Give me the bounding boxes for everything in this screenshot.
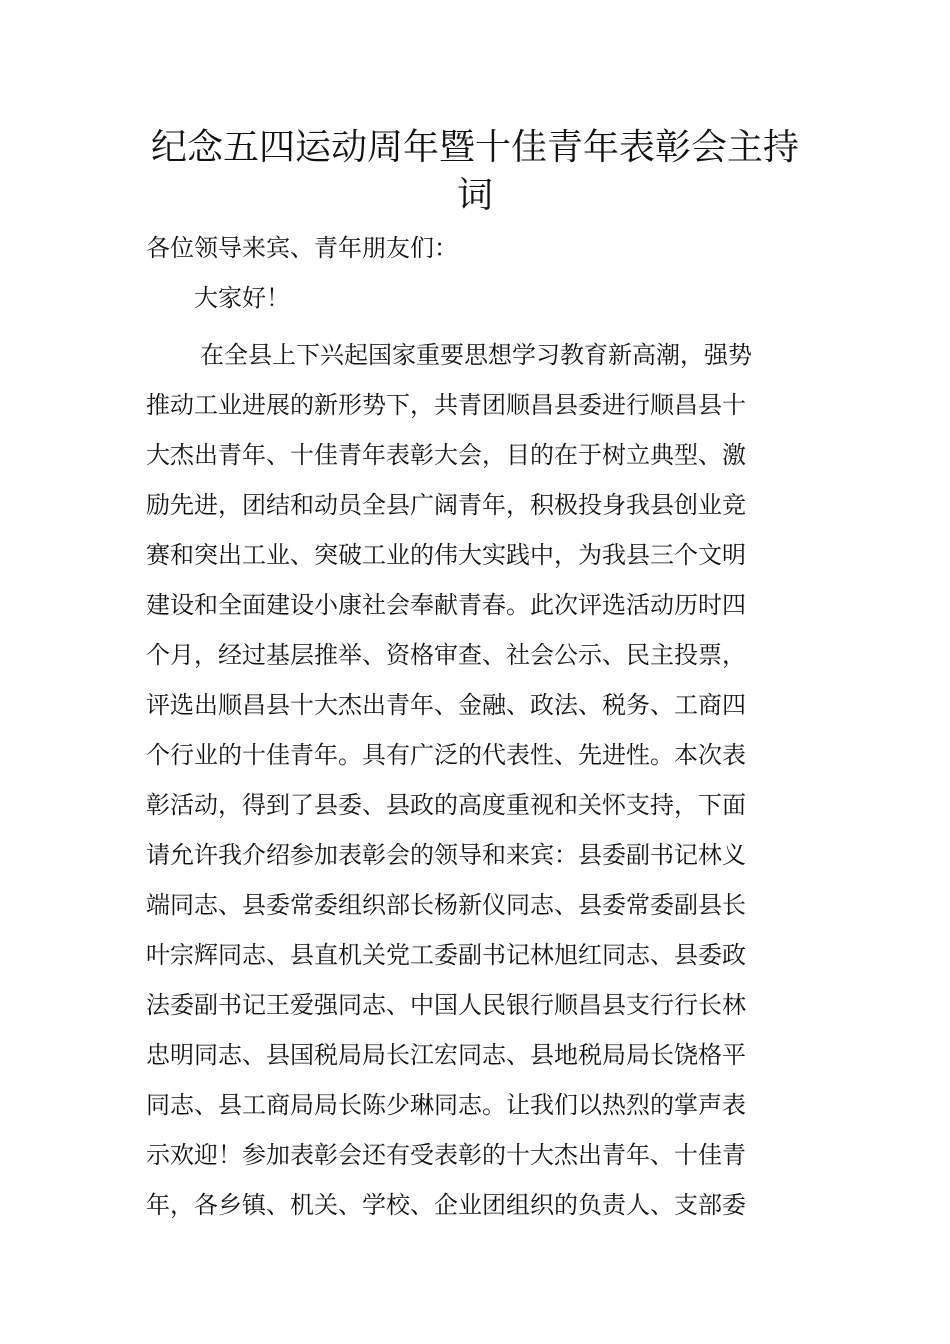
document-title [140, 124, 810, 220]
body-line-16: 同志、县工商局局长陈少琳同志。让我们以热烈的掌声表 [146, 1091, 746, 1119]
body-line-5: 赛和突出工业、突破工业的伟大实践中，为我县三个文明 [146, 541, 746, 569]
body-line-3: 大杰出青年、十佳青年表彰大会，目的在于树立典型、激 [146, 441, 746, 469]
body-line-6: 建设和全面建设小康社会奉献青春。此次评选活动历时四 [146, 591, 746, 619]
greeting: 大家好！ [194, 284, 290, 312]
title-line-1: 纪念五四运动周年暨十佳青年表彰会主持 [150, 127, 799, 168]
body-line-10: 彰活动，得到了县委、县政的高度重视和关怀支持，下面 [146, 791, 746, 819]
body-line-17: 示欢迎！参加表彰会还有受表彰的十大杰出青年、十佳青 [146, 1141, 746, 1169]
body-line-4: 励先进，团结和动员全县广阔青年，积极投身我县创业竞 [146, 491, 746, 519]
body-line-8: 评选出顺昌县十大杰出青年、金融、政法、税务、工商四 [146, 691, 746, 719]
body-line-2: 推动工业进展的新形势下，共青团顺昌县委进行顺昌县十 [146, 391, 746, 419]
salutation: 各位领导来宾、青年朋友们： [146, 234, 458, 262]
body-line-18: 年，各乡镇、机关、学校、企业团组织的负责人、支部委 [146, 1191, 746, 1219]
body-paragraph [146, 330, 806, 1230]
body-line-14: 法委副书记王爱强同志、中国人民银行顺昌县支行行长林 [146, 991, 746, 1019]
title-line-2: 词 [456, 175, 493, 216]
body-line-9: 个行业的十佳青年。具有广泛的代表性、先进性。本次表 [146, 741, 746, 769]
body-line-1: 在全县上下兴起国家重要思想学习教育新高潮，强势 [200, 341, 752, 369]
body-line-13: 叶宗辉同志、县直机关党工委副书记林旭红同志、县委政 [146, 941, 746, 969]
body-line-7: 个月，经过基层推举、资格审查、社会公示、民主投票， [146, 641, 746, 669]
body-line-15: 忠明同志、县国税局局长江宏同志、县地税局局长饶格平 [146, 1041, 746, 1069]
body-line-12: 端同志、县委常委组织部长杨新仪同志、县委常委副县长 [146, 891, 746, 919]
body-line-11: 请允许我介绍参加表彰会的领导和来宾：县委副书记林义 [146, 841, 746, 869]
